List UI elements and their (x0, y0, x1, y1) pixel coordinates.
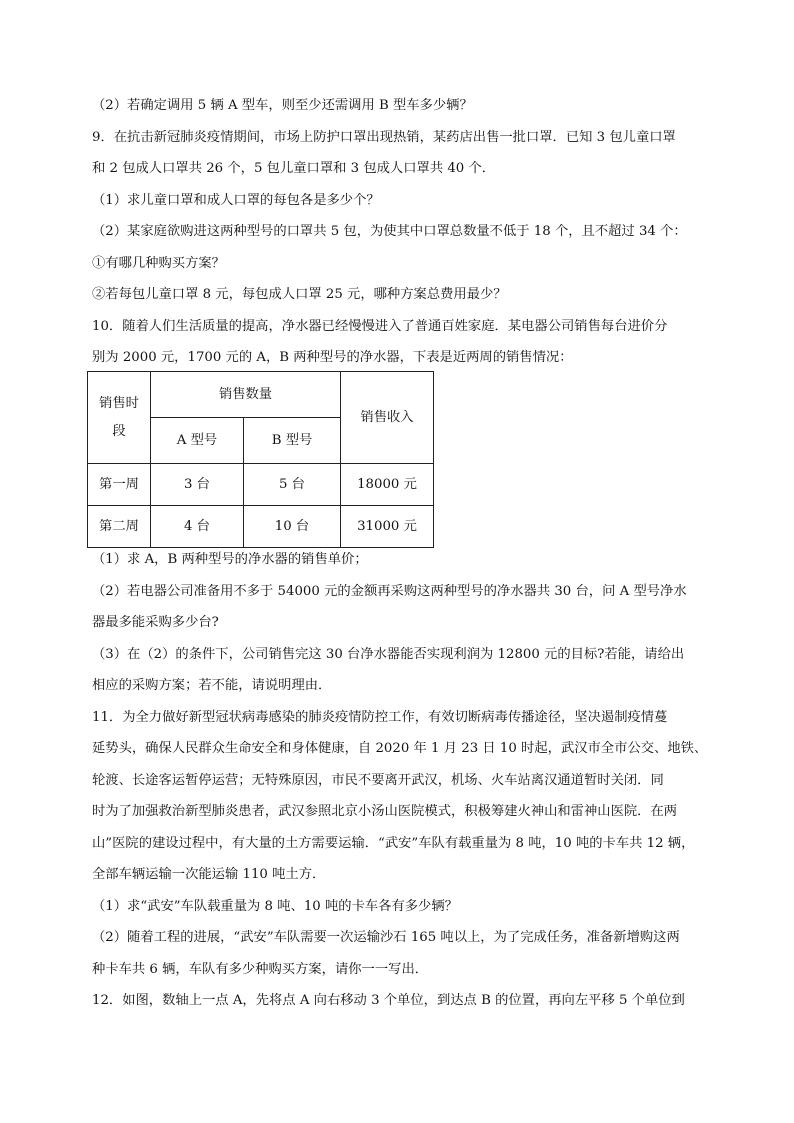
text-line: 相应的采购方案；若不能，请说明理由． (92, 678, 332, 693)
document-page (92, 98, 712, 1025)
period-header-line1: 销售时 (99, 395, 139, 411)
type-b-cell: 5 台 (244, 464, 341, 506)
type-b-header: B 型号 (244, 418, 341, 464)
period-cell: 第一周 (88, 464, 151, 506)
text-line: （2）若电器公司准备用不多于 54000 元的金额再采购这两种型号的净水器共 30 台，问 A 型号净水 (92, 583, 687, 599)
period-header (88, 372, 151, 464)
table-row (88, 506, 434, 548)
text-line: 全部车辆运输一次能运输 110 吨土方． (92, 867, 326, 882)
text-line: 11．为全力做好新型冠状病毒感染的肺炎疫情防控工作，有效切断病毒传播途径，坚决遏制疫情蔓 (92, 709, 668, 725)
text-line: 和 2 包成人口罩共 26 个，5 包儿童口罩和 3 包成人口罩共 40 个． (92, 161, 496, 176)
sales-table (87, 371, 434, 548)
text-line: ②若每包儿童口罩 8 元，每包成人口罩 25 元，哪种方案总费用最少？ (92, 287, 507, 302)
text-line: （1）求 A，B 两种型号的净水器的销售单价； (92, 552, 368, 567)
table-row (88, 464, 434, 506)
text-line: （2）随着工程的进展，“武安”车队需要一次运输沙石 165 吨以上，为了完成任务，准备新增购这两 (92, 930, 680, 945)
revenue-header: 销售收入 (341, 372, 434, 464)
text-line: （2）若确定调用 5 辆 A 型车，则至少还需调用 B 型车多少辆？ (92, 98, 473, 113)
type-a-header: A 型号 (151, 418, 244, 464)
text-line: 种卡车共 6 辆，车队有多少种购买方案，请你一一写出． (92, 961, 429, 977)
text-line: （1）求儿童口罩和成人口罩的每包各是多少个？ (92, 192, 380, 208)
text-line: 时为了加强救治新型肺炎患者，武汉参照北京小汤山医院模式，积极筹建火神山和雷神山医院．在两 (92, 804, 678, 819)
type-a-cell: 3 台 (151, 464, 244, 506)
text-line: 延势头，确保人民群众生命安全和身体健康，自 2020 年 1 月 23 日 10 时起，武汉市全市公交、地铁、 (92, 741, 708, 756)
text-line: （2）某家庭欲购进这两种型号的口罩共 5 包，为使其中口罩总数量不低于 18 个，且不超过 34 个： (92, 224, 687, 239)
type-a-cell: 4 台 (151, 506, 244, 548)
text-line: 山”医院的建设过程中，有大量的土方需要运输．“武安”车队有载重量为 8 吨，10 吨的卡车共 12 辆， (92, 835, 695, 851)
text-line: 器最多能采购多少台? (92, 615, 219, 630)
text-line: （3）在（2）的条件下，公司销售完这 30 台净水器能否实现利润为 12800 元的目标?若能，请给出 (92, 646, 685, 662)
text-line: 别为 2000 元，1700 元的 A，B 两种型号的净水器，下表是近两周的销售情况： (92, 350, 573, 365)
revenue-cell: 31000 元 (341, 506, 434, 548)
quantity-header: 销售数量 (151, 372, 341, 418)
text-line: ①有哪几种购买方案？ (92, 255, 225, 271)
revenue-cell: 18000 元 (341, 464, 434, 506)
text-line: 12．如图，数轴上一点 A，先将点 A 向右移动 3 个单位，到达点 B 的位置，再向左平移 5 个单位到 (92, 993, 685, 1008)
text-line: 10．随着人们生活质量的提高，净水器已经慢慢进入了普通百姓家庭．某电器公司销售每台进价分 (92, 318, 668, 334)
text-line: 轮渡、长途客运暂停运营；无特殊原因，市民不要离开武汉，机场、火车站离汉通道暂时关闭．同 (92, 772, 664, 788)
text-line: 9．在抗击新冠肺炎疫情期间，市场上防护口罩出现热销，某药店出售一批口罩．已知 3 包儿童口罩 (92, 129, 676, 145)
text-line: （1）求“武安”车队载重量为 8 吨、10 吨的卡车各有多少辆？ (92, 898, 458, 914)
period-header-line2: 段 (112, 423, 126, 439)
type-b-cell: 10 台 (244, 506, 341, 548)
period-cell: 第二周 (88, 506, 151, 548)
